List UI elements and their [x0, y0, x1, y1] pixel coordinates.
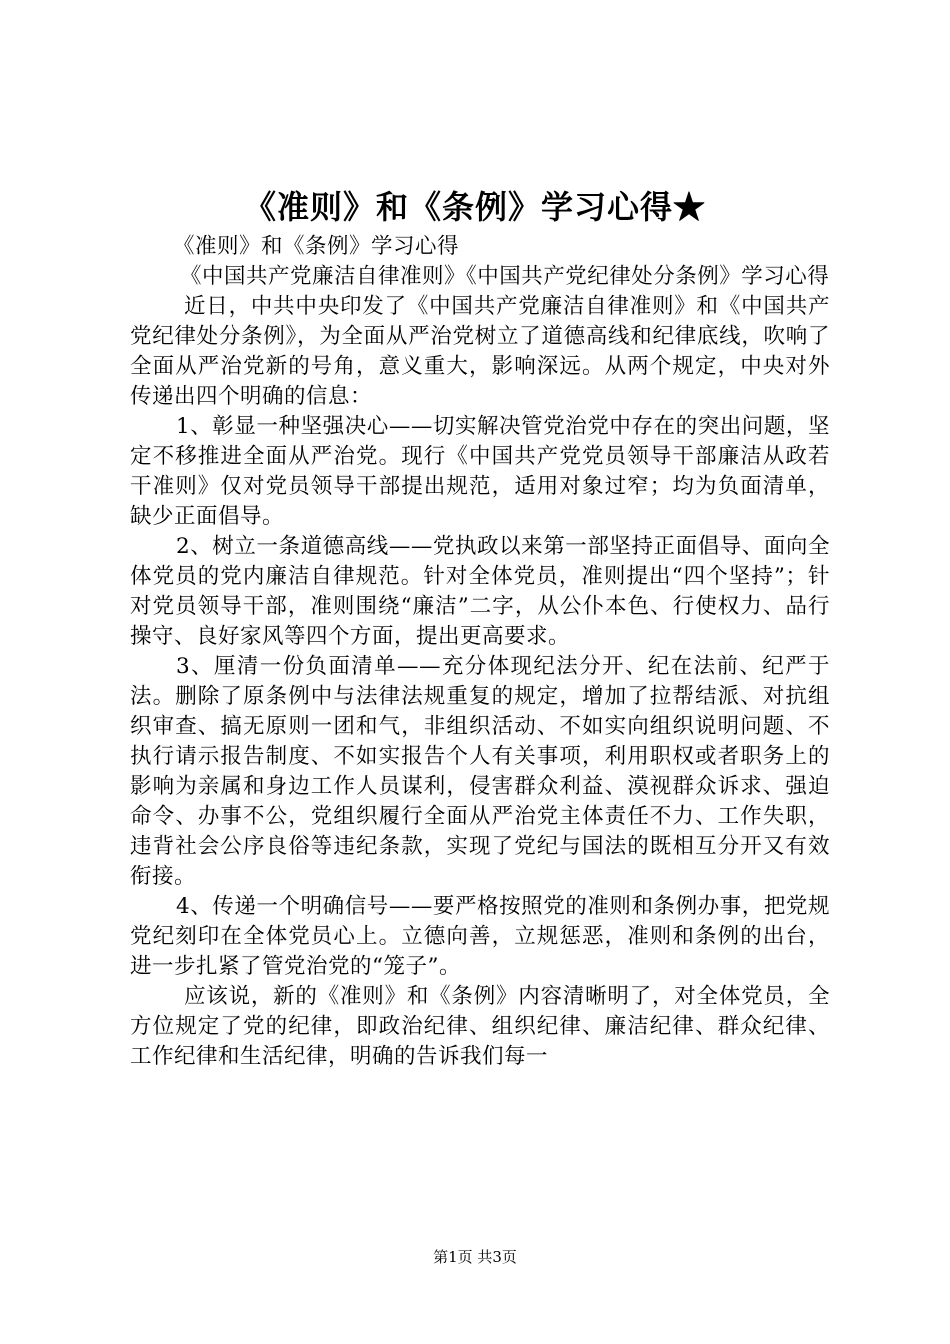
point-3-paragraph: 3、厘清一份负面清单——充分体现纪法分开、纪在法前、纪严于法。删除了原条例中与法律法规重复的规定，增加了拉帮结派、对抗组织审查、搞无原则一团和气，非组织活动、不如实向组织说明问题、不执行请示报告制度、不如实报告个人有关事项，利用职权或者职务上的影响为亲属和身边工作人员谋利，侵害群众利益、漠视群众诉求、强迫命令、办事不公，党组织履行全面从严治党主体责任不力、工作失职，违背社会公序良俗等违纪条款，实现了党纪与国法的既相互分开又有效衔接。: [130, 654, 830, 889]
subtitle-full-paragraph: 《中国共产党廉洁自律准则》《中国共产党纪律处分条例》学习心得: [180, 264, 830, 289]
document-title: 《准则》和《条例》学习心得★: [243, 188, 706, 226]
conclusion-paragraph: 应该说，新的《准则》和《条例》内容清晰明了，对全体党员，全方位规定了党的纪律，即政治纪律、组织纪律、廉洁纪律、群众纪律、工作纪律和生活纪律，明确的告诉我们每一: [130, 984, 830, 1069]
document-body: [130, 232, 830, 1072]
intro-paragraph: 近日，中共中央印发了《中国共产党廉洁自律准则》和《中国共产党纪律处分条例》，为全面从严治党树立了道德高线和纪律底线，吹响了全面从严治党新的号角，意义重大，影响深远。从两个规定，中央对外传递出四个明确的信息：: [130, 294, 830, 409]
point-2-paragraph: 2、树立一条道德高线——党执政以来第一部坚持正面倡导、面向全体党员的党内廉洁自律规范。针对全体党员，准则提出“四个坚持”；针对党员领导干部，准则围绕“廉洁”二字，从公仆本色、行使权力、品行操守、良好家风等四个方面，提出更高要求。: [130, 534, 830, 649]
point-1-paragraph: 1、彰显一种坚强决心——切实解决管党治党中存在的突出问题，坚定不移推进全面从严治党。现行《中国共产党党员领导干部廉洁从政若干准则》仅对党员领导干部提出规范，适用对象过窄；均为负面清单，缺少正面倡导。: [130, 414, 830, 529]
point-4-paragraph: 4、传递一个明确信号——要严格按照党的准则和条例办事，把党规党纪刻印在全体党员心上。立德向善，立规惩恶，准则和条例的出台，进一步扎紧了管党治党的“笼子”。: [130, 894, 830, 979]
page-number-footer: 第1页 共3页: [433, 1248, 517, 1266]
subtitle-paragraph: 《准则》和《条例》学习心得: [173, 234, 460, 259]
